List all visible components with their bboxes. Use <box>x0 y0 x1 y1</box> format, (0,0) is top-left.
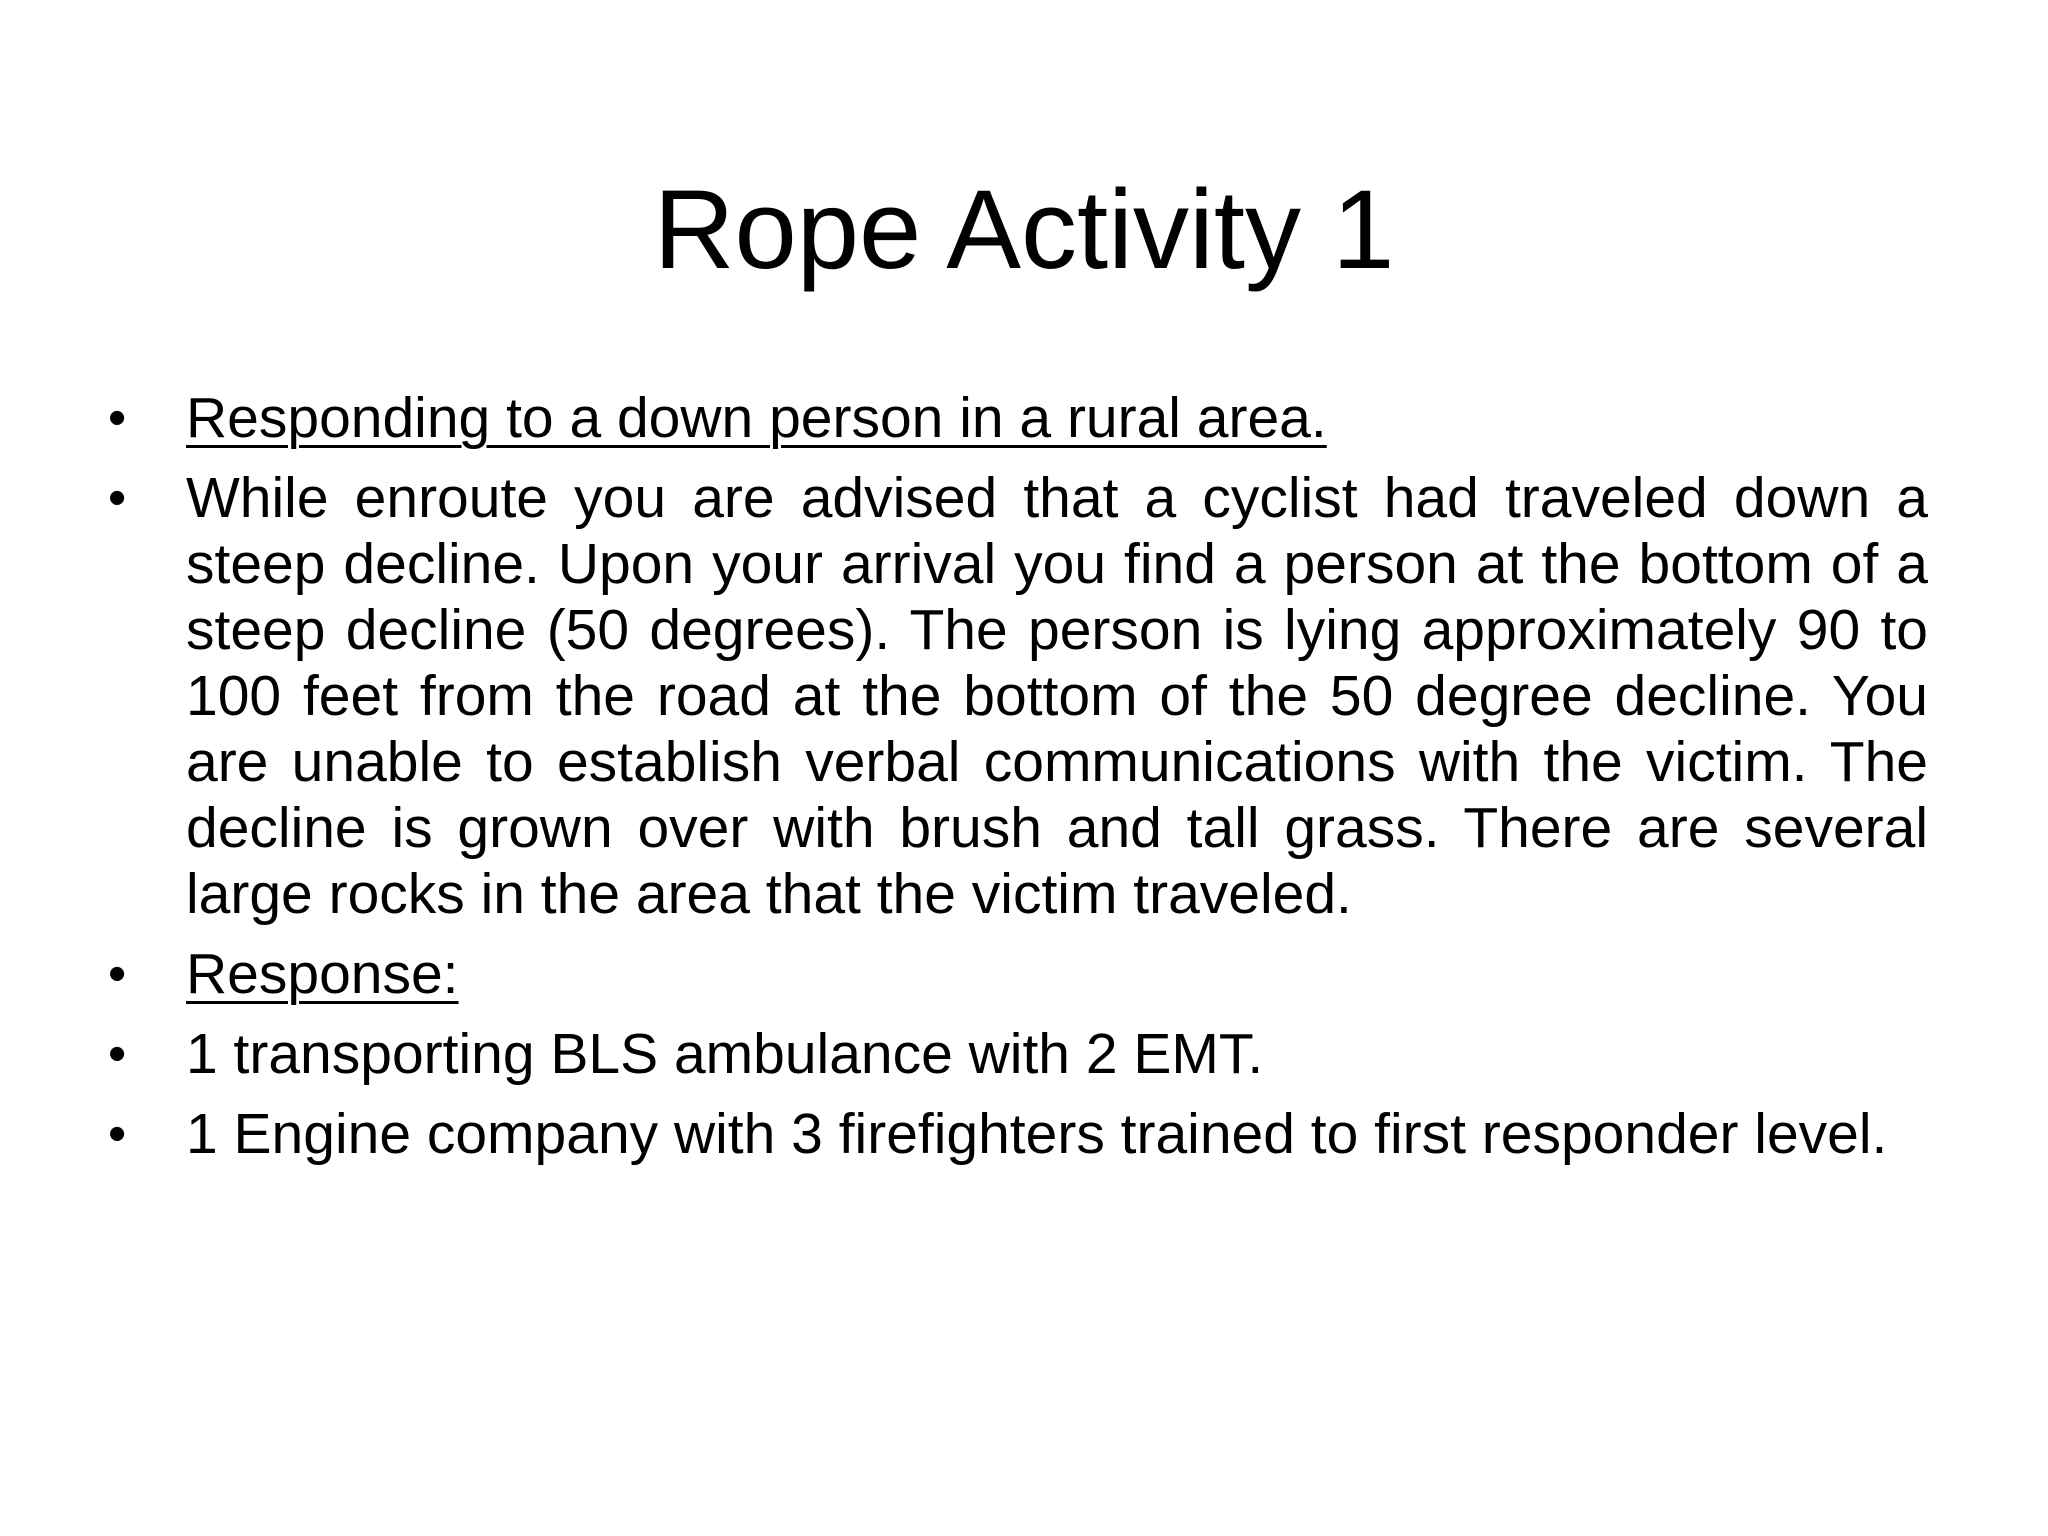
bullet-ambulance-text: 1 transporting BLS ambulance with 2 EMT. <box>186 1022 1264 1086</box>
bullet-item-response <box>108 941 1928 1007</box>
bullet-icon: • <box>108 469 127 527</box>
bullet-item-responding <box>108 385 1928 451</box>
bullet-text <box>186 941 1928 1007</box>
bullet-icon: • <box>108 389 127 447</box>
bullet-text <box>186 385 1928 451</box>
slide-title: Rope Activity 1 <box>653 167 1395 292</box>
bullet-engine-text: 1 Engine company with 3 firefighters trained to first responder level. <box>186 1102 1888 1166</box>
bullet-scenario-text: While enroute you are advised that a cyclist had traveled down a steep decline. Upon your arrival you find a person at the bottom of a steep decline (50 degrees). The person is lying approximately 90 to 100 feet from the road at the bottom of the 50 degree decline. You are unable to establish verbal communications with the victim. The decline is grown over with brush and tall grass. There are several large rocks in the area that the victim traveled. <box>186 466 1928 926</box>
bullet-icon: • <box>108 945 127 1003</box>
bullet-item-engine <box>108 1101 1928 1167</box>
bullet-heading-response: Response: <box>186 942 459 1006</box>
bullet-icon: • <box>108 1105 127 1163</box>
bullet-item-ambulance <box>108 1021 1928 1087</box>
bullet-heading-responding: Responding to a down person in a rural area. <box>186 386 1327 450</box>
bullet-icon: • <box>108 1025 127 1083</box>
bullet-item-scenario <box>108 465 1928 927</box>
bullet-list <box>108 385 1928 1181</box>
